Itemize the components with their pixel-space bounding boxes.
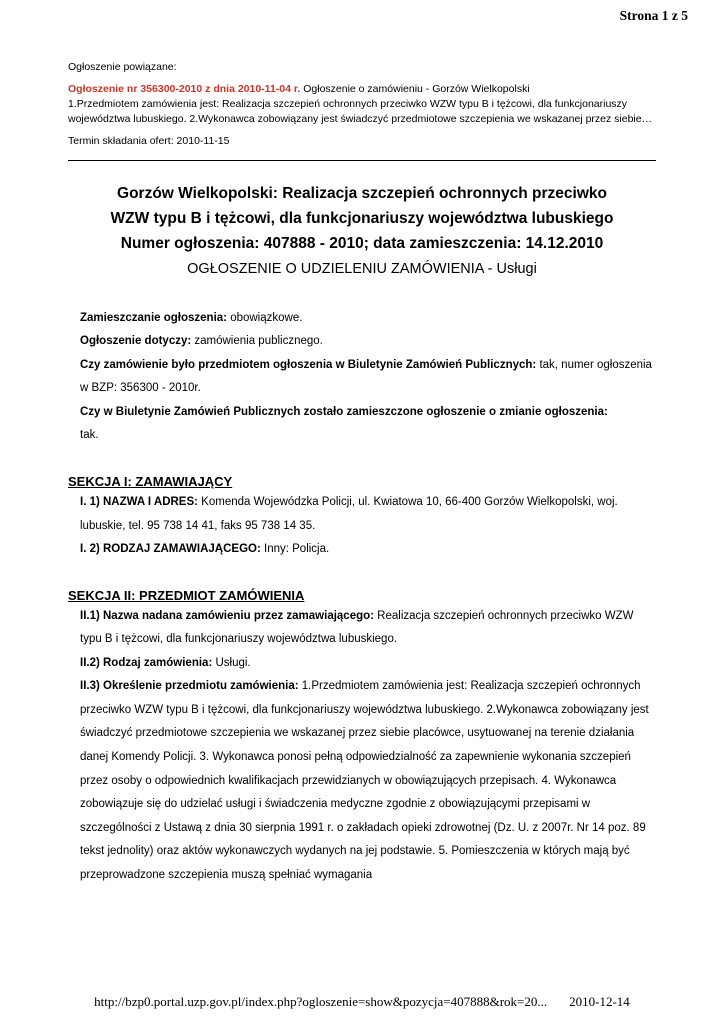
section-1-item-1-label: I. 1) NAZWA I ADRES: [80,495,198,508]
intro-bzp-label: Czy zamówienie było przedmiotem ogłoszenia w Biuletynie Zamówień Publicznych: [80,358,537,371]
section-2-item-1-label: II.1) Nazwa nadana zamówieniu przez zamawiającego: [80,609,374,622]
divider [68,160,656,161]
footer-url: http://bzp0.portal.uzp.gov.pl/index.php?ogloszenie=show&pozycja=407888&rok=20... [94,994,548,1009]
section-2-item-3-label: II.3) Określenie przedmiotu zamówienia: [80,680,299,693]
section-2-heading: SEKCJA II: PRZEDMIOT ZAMÓWIENIA [68,587,305,603]
page-number-label: Strona 1 z 5 [619,8,688,23]
related-announcement-block [68,60,656,149]
section-2-item-1 [80,605,656,652]
page-title-line-3: Numer ogłoszenia: 407888 - 2010; data zamieszczenia: 14.12.2010 [120,234,604,252]
section-2-item-2 [80,652,656,676]
section-2-item-2-label: II.2) Rodzaj zamówienia: [80,656,213,669]
section-2-body [68,605,656,888]
document-content [68,60,656,887]
section-1-item-2-value: Inny: Policja. [260,543,330,556]
intro-change-value: tak. [80,429,99,442]
footer-date: 2010-12-14 [569,994,630,1009]
section-1-item-1-value: Komenda Wojewódzka Policji, ul. Kwiatowa 10, 66-400 Gorzów Wielkopolski, woj. lubuskie, tel. 95 738 14 41, faks 95 738 14 35. [80,495,618,532]
section-1-heading: SEKCJA I: ZAMAWIAJĄCY [68,473,233,489]
page-title-line-1: Gorzów Wielkopolski: Realizacja szczepień ochronnych przeciwko [117,184,607,202]
related-announcement-reference [68,82,656,97]
page-title-line-2: WZW typu B i tężcowi, dla funkcjonariuszy województwa lubuskiego [110,209,614,227]
page-footer [0,994,724,1010]
related-announcement-description: 1.Przedmiotem zamówienia jest: Realizacja szczepień ochronnych przeciwko WZW typu B i tężcowi, dla funkcjonariuszy województwa lubuskiego. 2.Wykonawca zobowiązany jest świadczyć przedmiotowe szczepienia we wskazanej przez siebie… [68,97,653,125]
section-2-item-2-value: Usługi. [212,656,251,669]
section-1-body [68,491,656,562]
intro-bzp [80,354,656,401]
section-2-item-3 [80,675,656,887]
related-announcement-heading: Ogłoszenie powiązane: [68,61,177,73]
section-1-item-1 [80,491,656,538]
intro-change [80,401,656,425]
page-subtitle: OGŁOSZENIE O UDZIELENIU ZAMÓWIENIA - Usługi [187,260,537,277]
intro-concerns-label: Ogłoszenie dotyczy: [80,335,192,348]
intro-concerns [80,330,656,354]
intro-change-label: Czy w Biuletynie Zamówień Publicznych zostało zamieszczone ogłoszenie o zmianie ogłoszenia: [80,405,608,418]
intro-publishing-label: Zamieszczanie ogłoszenia: [80,311,227,324]
related-announcement-type: Ogłoszenie o zamówieniu - Gorzów Wielkopolski [300,82,530,95]
intro-bzp-value: tak, numer ogłoszenia w BZP: 356300 - 2010r. [80,358,652,395]
intro-concerns-value: zamówienia publicznego. [191,335,323,348]
section-2-item-1-value: Realizacja szczepień ochronnych przeciwko WZW typu B i tężcowi, dla funkcjonariuszy województwa lubuskiego. [80,609,634,646]
section-2-item-3-value: 1.Przedmiotem zamówienia jest: Realizacja szczepień ochronnych przeciwko WZW typu B i tężcowi, dla funkcjonariuszy województwa lubuskiego. 2.Wykonawca zobowiązany jest świadczyć przedmiotowe szczepienia we wskazanej przez siebie placówce, usytuowanej na terenie działania danej Komendy Policji. 3. Wykonawca ponosi pełną odpowiedzialność za zapewnienie wykonania szczepień przez osoby o odpowiednich kwalifikacjach przewidzianych w obowiązujących przepisach. 4. Wykonawca zobowiązuje się do udzielać usługi i świadczenia medyczne zgodnie z obowiązującymi przepisami w szczególności z Ustawą z dnia 30 sierpnia 1991 r. o zakładach opieki zdrowotnej (Dz. U. z 2007r. Nr 14 poz. 89 tekst jednolity) oraz aktów wykonawczych wydanych na jej podstawie. 5. Pomieszczenia w których mają być przeprowadzone szczepienia muszą spełniać wymagania [80,680,649,881]
related-announcement-number: Ogłoszenie nr 356300-2010 z dnia 2010-11-04 r. [68,82,301,95]
section-1-item-2-label: I. 2) RODZAJ ZAMAWIAJĄCEGO: [80,543,261,556]
related-announcement-deadline: Termin składania ofert: 2010-11-15 [68,134,230,147]
intro-publishing-value: obowiązkowe. [227,311,303,324]
intro-publishing [80,307,656,331]
page-title [68,181,656,256]
section-1-item-2 [80,538,656,562]
intro-block [68,307,656,448]
